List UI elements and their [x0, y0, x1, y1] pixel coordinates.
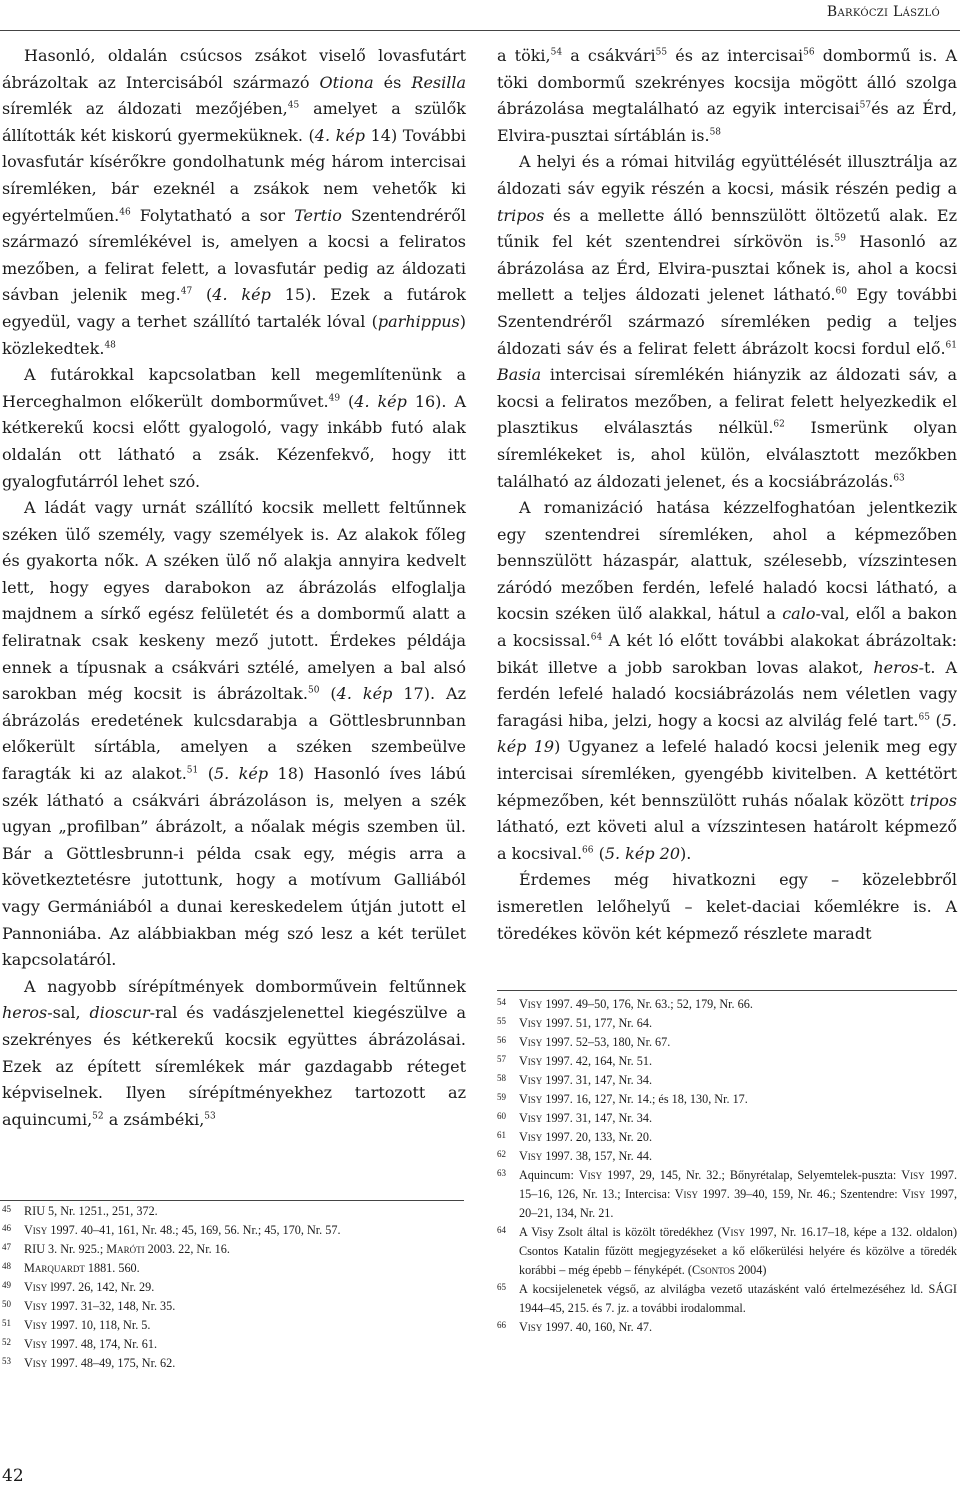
- footnote: [2, 1240, 466, 1259]
- footnote-text: [519, 995, 957, 1014]
- footnote: [497, 1147, 957, 1166]
- footnote-text: [24, 1278, 466, 1297]
- text-run: 1997. 31, 147, Nr. 34.: [542, 1073, 652, 1087]
- text-run: síremlék az áldozati mezőjében,: [2, 99, 288, 119]
- text-run: és a mellette álló bennszülött öltözetű alak. Ez tűnik fel két szentendrei sírkövön is.: [497, 205, 957, 252]
- text-run: 16). A kétkerekű kocsi előtt gyalogoló, vagy inkább futó alak oldalán ott látható a zsák. Kézenfekvő, hogy itt gyalogfutárról lehet szó.: [2, 391, 467, 491]
- footnote: [497, 1109, 957, 1128]
- text-run: A futárokkal kapcsolatban kell megemlítenünk a Herceghalmon előkerült domborművet.: [2, 365, 466, 411]
- footnote-number: 55: [497, 1016, 506, 1026]
- footnote-number: 45: [2, 1204, 11, 1214]
- footnote-text: [24, 1221, 466, 1240]
- footnote-number: 58: [497, 1073, 506, 1083]
- text-run: (: [340, 391, 355, 411]
- text-run: ) közlekedtek.: [2, 311, 466, 358]
- footnote: [497, 1014, 957, 1033]
- text-run: 1997, 20–21, 134, Nr. 21.: [519, 1187, 957, 1220]
- footnote: [497, 1052, 957, 1071]
- footnote: [497, 1090, 957, 1109]
- footnote: [497, 1128, 957, 1147]
- footnote-number: 52: [2, 1337, 11, 1347]
- author-name: Visy: [519, 1111, 543, 1125]
- paragraph: [497, 495, 957, 867]
- text-run: 14) További lovasfutár kísérőkre gondolhatunk még három intercisai síremléken, bár ezeknél a zsákok nem vehetők ki egyértelműen.: [2, 125, 466, 225]
- italic-text: heros: [873, 657, 919, 677]
- text-run: Ismerünk olyan síremlékeket is, ahol külön, elválasztott mezőkben található az áldozati jelenet, és a kocsiábrázolás.: [497, 418, 957, 491]
- italic-text: 4. kép: [314, 125, 366, 145]
- footnote-ref: 61: [945, 340, 957, 351]
- text-run: 1997. 31–32, 148, Nr. 35.: [47, 1299, 176, 1313]
- footnote-text: [519, 1223, 957, 1280]
- text-run: 1997. 10, 118, Nr. 5.: [47, 1318, 151, 1332]
- footnote-text: [24, 1297, 466, 1316]
- text-run: (: [319, 684, 337, 704]
- italic-text: parhippus: [377, 311, 460, 331]
- footnote-ref: 46: [119, 207, 131, 218]
- text-run: és az Érd, Elvira-pusztai sírtáblán is.: [497, 99, 957, 145]
- author-name: Visy: [519, 1320, 543, 1334]
- author-name: Visy: [901, 1168, 925, 1182]
- text-run: 1997. 51, 177, Nr. 64.: [542, 1016, 652, 1030]
- text-run: A romanizáció hatása kézzelfoghatóan jelentkezik egy szentendrei síremléken, ahol a képmezőben bennszülött házaspár, alattuk, szélesebb, vízszintesen záródó mezőben ferdén, lefelé haladó kocsi látható, a kocsin széken ülő alakkal, hátul a: [497, 498, 957, 624]
- italic-text: calo: [782, 604, 816, 624]
- text-run: Hasonló, oldalán csúcsos zsákot viselő lovasfutárt ábrázoltak az Intercisából származó: [2, 46, 466, 92]
- text-run: amelyet a szülők állították két kiskorú gyermeküknek. (: [2, 99, 467, 145]
- footnote-number: 54: [497, 997, 506, 1007]
- footnote-text: [24, 1202, 466, 1221]
- left-footnote-rule: [0, 1200, 464, 1201]
- footnote: [2, 1354, 466, 1373]
- text-run: (: [929, 710, 942, 730]
- text-run: 1997. 39–40, 159, Nr. 46.; Szentendre:: [698, 1187, 902, 1201]
- text-run: 1997. 40, 160, Nr. 47.: [542, 1320, 652, 1334]
- footnote-ref: 47: [180, 287, 193, 298]
- text-run: 1997. 38, 157, Nr. 44.: [542, 1149, 652, 1163]
- footnote-number: 47: [2, 1242, 11, 1252]
- page-number: 42: [2, 1466, 24, 1486]
- footnote: [2, 1221, 466, 1240]
- author-name: Marquardt: [24, 1261, 85, 1275]
- footnote: [497, 1223, 957, 1280]
- text-run: ).: [680, 843, 692, 863]
- footnote-ref: 58: [709, 127, 722, 138]
- footnote-text: [24, 1354, 466, 1373]
- footnote-text: [519, 1033, 957, 1052]
- footnote-number: 61: [497, 1130, 506, 1140]
- text-run: Egy további Szentendréről származó síremléken pedig a teljes áldozati sáv és a felirat felett ábrázolt kocsi fordul elő.: [497, 285, 958, 358]
- footnote-ref: 59: [834, 233, 846, 244]
- footnote-text: [519, 1071, 957, 1090]
- footnote: [497, 1280, 957, 1318]
- author-name: Visy: [519, 1054, 543, 1068]
- footnote-ref: 45: [287, 100, 300, 111]
- author-name: Visy: [24, 1299, 48, 1313]
- footnote: [2, 1297, 466, 1316]
- italic-text: 4. kép: [336, 684, 393, 704]
- italic-text: 4. kép: [212, 285, 271, 305]
- text-run: Folytatható a sor: [130, 205, 295, 225]
- text-run: ) Ugyanez a lefelé haladó kocsi jelenik meg egy intercisai síremléken, gyengébb kivitelben. A kettétört képmezőben, két bennszülött ruhás nőalak között: [497, 737, 957, 810]
- text-run: és az intercisai: [667, 46, 804, 65]
- author-name: Visy: [24, 1223, 48, 1237]
- left-footnotes: [2, 1202, 466, 1373]
- right-footnote-rule: [497, 990, 957, 991]
- author-name: Visy: [519, 1149, 543, 1163]
- text-run: A helyi és a római hitvilág együttélését illusztrálja az áldozati sáv egyik részén a kocsi, másik részén pedig a: [497, 152, 957, 198]
- footnote-ref: 66: [582, 845, 594, 856]
- italic-text: Basia: [497, 365, 542, 385]
- italic-text: dioscur: [89, 1003, 150, 1023]
- footnote-ref: 65: [918, 712, 930, 723]
- footnote: [2, 1259, 466, 1278]
- footnote-number: 57: [497, 1054, 506, 1064]
- italic-text: 5. kép 19: [497, 710, 957, 757]
- italic-text: Otiona: [319, 72, 374, 92]
- author-name: Csontos: [691, 1263, 735, 1277]
- text-run: 1997, Nr. 16.17–18, képe a 132. oldalon) Csontos Katalin fűzött megjegyzéseket a kő előkerülési helyére és közölve a töredék korábbi – még épebb – fényképét. (: [519, 1225, 958, 1277]
- footnote: [2, 1278, 466, 1297]
- footnote-number: 48: [2, 1261, 11, 1271]
- text-run: 1997. 52–53, 180, Nr. 67.: [542, 1035, 671, 1049]
- text-run: A Visy Zsolt által is közölt töredékhez (: [519, 1225, 722, 1239]
- author-name: Visy: [519, 1092, 543, 1106]
- footnote-number: 66: [497, 1320, 506, 1330]
- footnote: [2, 1335, 466, 1354]
- text-run: 1997. 31, 147, Nr. 34.: [542, 1111, 652, 1125]
- footnote-ref: 63: [893, 473, 905, 484]
- footnote-number: 49: [2, 1280, 11, 1290]
- author-name: Visy: [578, 1168, 603, 1182]
- text-run: 1997. 20, 133, Nr. 20.: [542, 1130, 652, 1144]
- italic-text: Resilla: [411, 72, 467, 92]
- author-name: Visy: [519, 1016, 543, 1030]
- author-name: Visy: [519, 1035, 543, 1049]
- footnote-number: 53: [2, 1356, 11, 1366]
- footnote-text: [519, 1318, 957, 1337]
- text-run: látható, ezt követi alul a vízszintesen határolt képmező a kocsival.: [497, 817, 957, 863]
- footnote-text: [519, 1280, 957, 1318]
- footnote-ref: 64: [590, 632, 603, 643]
- footnote: [497, 1318, 957, 1337]
- footnote: [497, 1033, 957, 1052]
- text-run: Hasonló az ábrázolása az Érd, Elvira-pusztai kőnek is, ahol a kocsi mellett a teljes áldozati jelenet látható.: [497, 232, 958, 305]
- author-name: Visy: [901, 1187, 926, 1201]
- footnote-text: [519, 1166, 957, 1223]
- italic-text: 4. kép: [354, 391, 407, 411]
- author-name: Visy: [519, 1130, 543, 1144]
- italic-text: heros: [2, 1003, 48, 1023]
- text-run: dombormű is. A töki dombormű szekrényes kocsija mögött álló szolga ábrázolása megtalálható az egyik intercisai: [497, 46, 957, 119]
- text-run: (: [593, 843, 605, 863]
- text-run: 2003. 22, Nr. 16.: [144, 1242, 230, 1256]
- text-run: 1997. 49–50, 176, Nr. 63.; 52, 179, Nr. 66.: [542, 997, 753, 1011]
- text-run: 1997. 48–49, 175, Nr. 62.: [47, 1356, 176, 1370]
- text-run: intercisai síremlékén hiányzik az áldozati sáv, a kocsi a feliratos mezőben, a felirat felett helyezkedik el plasztikus elválasztás nélkül.: [497, 365, 957, 438]
- text-run: 1997. 42, 164, Nr. 51.: [542, 1054, 652, 1068]
- footnote-number: 46: [2, 1223, 11, 1233]
- author-name: Visy: [674, 1187, 698, 1201]
- text-run: 1997. 40–41, 161, Nr. 48.; 45, 169, 56. Nr.; 45, 170, Nr. 57.: [47, 1223, 341, 1237]
- footnote: [497, 1166, 957, 1223]
- header-rule: [0, 30, 960, 31]
- author-name: Visy: [24, 1280, 48, 1294]
- paragraph: [2, 362, 466, 495]
- footnote-text: [24, 1240, 466, 1259]
- paragraph: [2, 974, 466, 1134]
- italic-text: tripos: [909, 790, 957, 810]
- footnote-number: 51: [2, 1318, 11, 1328]
- footnote-ref: 49: [328, 393, 341, 404]
- footnote-ref: 54: [550, 47, 563, 58]
- text-run: -sal,: [47, 1003, 90, 1023]
- text-run: Szentendréről származó síremlékével is, amelyen a kocsi a feliratos mezőben, a felirat felett, a lovasfutár pedig az áldozati sávban jelenik meg.: [2, 205, 466, 305]
- author-name: Visy: [24, 1318, 48, 1332]
- text-run: 1997, 29, 145, Nr. 32.; Bőnyrétalap, Selyemtelek-puszta:: [602, 1168, 902, 1182]
- italic-text: 5. kép 20: [604, 843, 681, 863]
- running-head: Barkóczi László: [826, 4, 940, 20]
- footnote-number: 63: [497, 1168, 506, 1178]
- footnote: [497, 995, 957, 1014]
- text-run: 18) Hasonló íves lábú szék látható a csákvári ábrázoláson is, melyen a szék ugyan „profilban” ábrázolt, a nőalak mégis szemben ül. Bár a Göttlesbrunn-i példa csak egy, mégis arra a következtetésre jutottunk, hogy a motívum Galliából vagy Germániából a dunai kereskedelem útján jutott el Pannoniába. Az alábbiakban még szó lesz a két terület kapcsolatáról.: [2, 764, 466, 970]
- footnote-ref: 53: [204, 1111, 216, 1122]
- footnote-ref: 51: [186, 765, 199, 776]
- footnote-ref: 52: [92, 1111, 104, 1122]
- text-run: 1997. 15–16, 126, Nr. 13.; Intercisa:: [519, 1168, 957, 1201]
- text-run: l997. 26, 142, Nr. 29.: [47, 1280, 155, 1294]
- text-run: 17). Az ábrázolás eredetének kulcsdarabja a Göttlesbrunnban előkerült sírtábla, amelyen a széken szembeülve faragták ki az alakot.: [2, 684, 467, 784]
- footnote-number: 62: [497, 1149, 506, 1159]
- paragraph: [497, 43, 957, 149]
- text-run: A két ló előtt további alakokat ábrázoltak: bikát illetve a jobb sarokban lovas alakot,: [497, 631, 958, 677]
- footnote-text: [24, 1316, 466, 1335]
- text-run: a csákvári: [562, 46, 656, 65]
- footnote-number: 50: [2, 1299, 11, 1309]
- text-run: RIU 3. Nr. 925.;: [24, 1242, 107, 1256]
- text-run: -ral és vadászjelenettel kiegészülve a szekrényes és kétkerekű kocsik együttes ábrázolásai. Ezek az épített síremlékek már gazdagabb réteget képviselnek. Ilyen sírépítményekhez tartozott az aquincumi,: [2, 1003, 466, 1129]
- footnote-text: [519, 1090, 957, 1109]
- paragraph: [497, 149, 957, 495]
- author-name: Visy: [519, 1073, 543, 1087]
- footnote-text: [519, 1014, 957, 1033]
- footnote-text: [519, 1147, 957, 1166]
- footnote: [2, 1316, 466, 1335]
- footnote-number: 60: [497, 1111, 506, 1121]
- text-run: -val, elől a bakon a kocsissal.: [497, 604, 957, 651]
- footnote-number: 64: [497, 1225, 506, 1235]
- italic-text: 5. kép: [213, 764, 269, 784]
- text-run: a zsámbéki,: [103, 1109, 205, 1129]
- text-run: A nagyobb sírépítmények domborművein feltűnnek: [24, 976, 466, 996]
- footnote-ref: 56: [803, 47, 815, 58]
- footnote-ref: 60: [835, 287, 847, 298]
- italic-text: Tertio: [294, 205, 342, 225]
- text-run: (: [192, 285, 213, 305]
- text-run: A kocsijelenetek végső, az alvilágba vezető utazásként való értelmezéséhez ld. SÁGI 1944–45, 215. és 7. jz. a további irodalommal.: [519, 1282, 957, 1315]
- author-name: Visy: [24, 1337, 48, 1351]
- author-name: Visy: [721, 1225, 745, 1239]
- author-name: Maróti: [106, 1242, 145, 1256]
- footnote-number: 56: [497, 1035, 506, 1045]
- footnote-text: [24, 1335, 466, 1354]
- footnote-text: [519, 1128, 957, 1147]
- footnote-number: 65: [497, 1282, 506, 1292]
- footnote: [2, 1202, 466, 1221]
- paragraph: [2, 495, 466, 974]
- text-run: -t. A ferdén lefelé haladó kocsiábrázolás nem véletlen vagy faragási hiba, jelzi, hogy a kocsi az alvilág felé tart.: [497, 657, 958, 730]
- paragraph: [2, 43, 466, 362]
- text-run: 1997. 16, 127, Nr. 14.; és 18, 130, Nr. 17.: [542, 1092, 748, 1106]
- right-column: [497, 43, 957, 947]
- text-run: 15). Ezek a futárok egyedül, vagy a terhet szállító tartalék lóval (: [2, 285, 466, 331]
- text-run: a töki,: [497, 46, 551, 65]
- text-run: 2004): [734, 1263, 767, 1277]
- footnote: [497, 1071, 957, 1090]
- text-run: és: [373, 72, 412, 92]
- footnote-ref: 50: [307, 685, 320, 696]
- footnote-text: [24, 1259, 466, 1278]
- paragraph: [497, 867, 957, 947]
- footnote-number: 59: [497, 1092, 506, 1102]
- footnote-text: [519, 1109, 957, 1128]
- footnote-ref: 57: [859, 100, 872, 111]
- author-name: Visy: [519, 997, 543, 1011]
- italic-text: tripos: [497, 205, 545, 225]
- right-footnotes: [497, 995, 957, 1337]
- footnote-ref: 48: [104, 340, 116, 351]
- footnote-ref: 62: [773, 419, 785, 430]
- footnote-ref: 55: [655, 47, 668, 58]
- footnote-text: [519, 1052, 957, 1071]
- text-run: 1997. 48, 174, Nr. 61.: [47, 1337, 157, 1351]
- text-run: (: [198, 764, 214, 784]
- text-run: Aquincum:: [519, 1168, 579, 1182]
- left-column: [2, 43, 466, 1133]
- text-run: RIU 5, Nr. 1251., 251, 372.: [24, 1204, 158, 1218]
- text-run: Érdemes még hivatkozni egy – közelebbről ismeretlen lelőhelyű – kelet-daciai kőemlékre is. A töredékes kövön két képmező részlete maradt: [497, 870, 957, 943]
- text-run: 1881. 560.: [84, 1261, 140, 1275]
- text-run: A ládát vagy urnát szállító kocsik mellett feltűnnek széken ülő személy, vagy személyek is. Az alakok főleg és gyakorta nők. A széken ülő nő alakja annyira kedvelt lett, hogy egyes darabokon az ábrázolás elfoglalja majdnem a sírkő egész felületét és a dombormű alatt a feliratnak csak keskeny mező jutott. Érdekes példája ennek a típusnak a csákvári sztélé, amelyen a bal alsó sarokban még kocsit is ábrázoltak.: [2, 498, 466, 704]
- author-name: Visy: [24, 1356, 48, 1370]
